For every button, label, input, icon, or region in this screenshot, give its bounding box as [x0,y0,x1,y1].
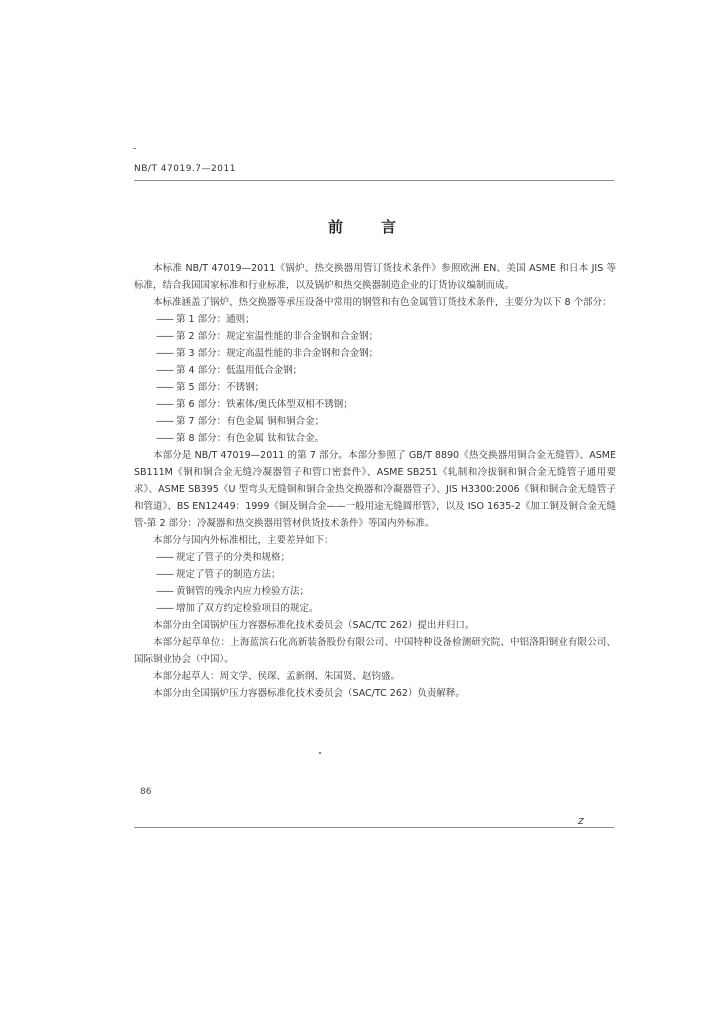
part-item: —— 第 6 部分：铁素体/奥氏体型双相不锈钢； [156,399,353,410]
corner-mark: z [578,814,584,827]
differences-intro: 本部分与国内外标准相比，主要差异如下： [153,535,334,546]
difference-item: —— 规定了管子的制造方法； [156,569,281,580]
intro-paragraph-2: 本标准涵盖了锅炉、热交换器等承压设备中常用的钢管和有色金属管订货技术条件，主要分为以下 8 个部分： [153,297,612,308]
foreword-body [134,260,616,702]
difference-item: —— 规定了管子的分类和规格； [156,552,291,563]
part-item: —— 第 3 部分：规定高温性能的非合金钢和合金钢； [156,348,379,359]
part-item: —— 第 8 部分：有色金属 钛和钛合金。 [156,433,325,444]
page-number: 86 [140,787,152,797]
closing-drafting-units: 本部分起草单位：上海蓝滨石化高新装备股份有限公司、中国特种设备检测研究院、中铝洛阳铜业有限公司、国际铜业协会（中国）。 [134,637,616,665]
closing-interpretation: 本部分由全国锅炉压力容器标准化技术委员会（SAC/TC 262）负责解释。 [153,688,465,699]
references-paragraph: 本部分是 NB/T 47019—2011 的第 7 部分。本部分参照了 GB/T 8890《热交换器用铜合金无缝管》、ASME SB111M《铜和铜合金无缝冷凝器管子和管口密套件》、ASME SB251《轧制和冷拔铜和铜合金无缝管子通用要求》、ASME SB395《U 型弯头无缝铜和铜合金热交换器和冷凝器管子》、JIS H3300:2006《铜和铜合金无缝管子和管道》、BS EN12449：1999《铜及铜合金——一般用途无缝圆形管》，以及 ISO 1635-2《加工铜及铜合金无缝管-第 2 部分：冷凝器和热交换器用管材供货技术条件》等国内外标准。 [134,450,616,529]
difference-item: —— 黄铜管的残余内应力检验方法； [156,586,310,597]
closing-drafters: 本部分起草人：周文学、侯琛、孟新纲、朱国贤、赵钧盛。 [153,671,401,682]
footer-rule [134,827,614,828]
difference-item: —— 增加了双方约定检验项目的规定。 [156,603,319,614]
doc-code: NB/T 47019.7—2011 [134,164,236,174]
scan-dot [319,752,321,754]
part-item: —— 第 7 部分：有色金属 铜和铜合金； [156,416,325,427]
part-item: —— 第 2 部分：规定室温性能的非合金钢和合金钢； [156,331,379,342]
part-item: —— 第 1 部分：通则； [156,314,255,325]
scan-speck [133,148,136,149]
intro-paragraph-1: 本标准 NB/T 47019—2011《锅炉、热交换器用管订货技术条件》参照欧洲 EN、美国 ASME 和日本 JIS 等标准，结合我国国家标准和行业标准，以及锅炉和热交换器制造企业的订货协议编制而成。 [134,263,616,291]
closing-proposer: 本部分由全国锅炉压力容器标准化技术委员会（SAC/TC 262）提出并归口。 [153,620,475,631]
part-item: —— 第 4 部分：低温用低合金钢； [156,365,303,376]
page-title: 前言 [327,218,434,236]
header-rule [134,180,614,181]
part-item: —— 第 5 部分：不锈钢； [156,382,265,393]
